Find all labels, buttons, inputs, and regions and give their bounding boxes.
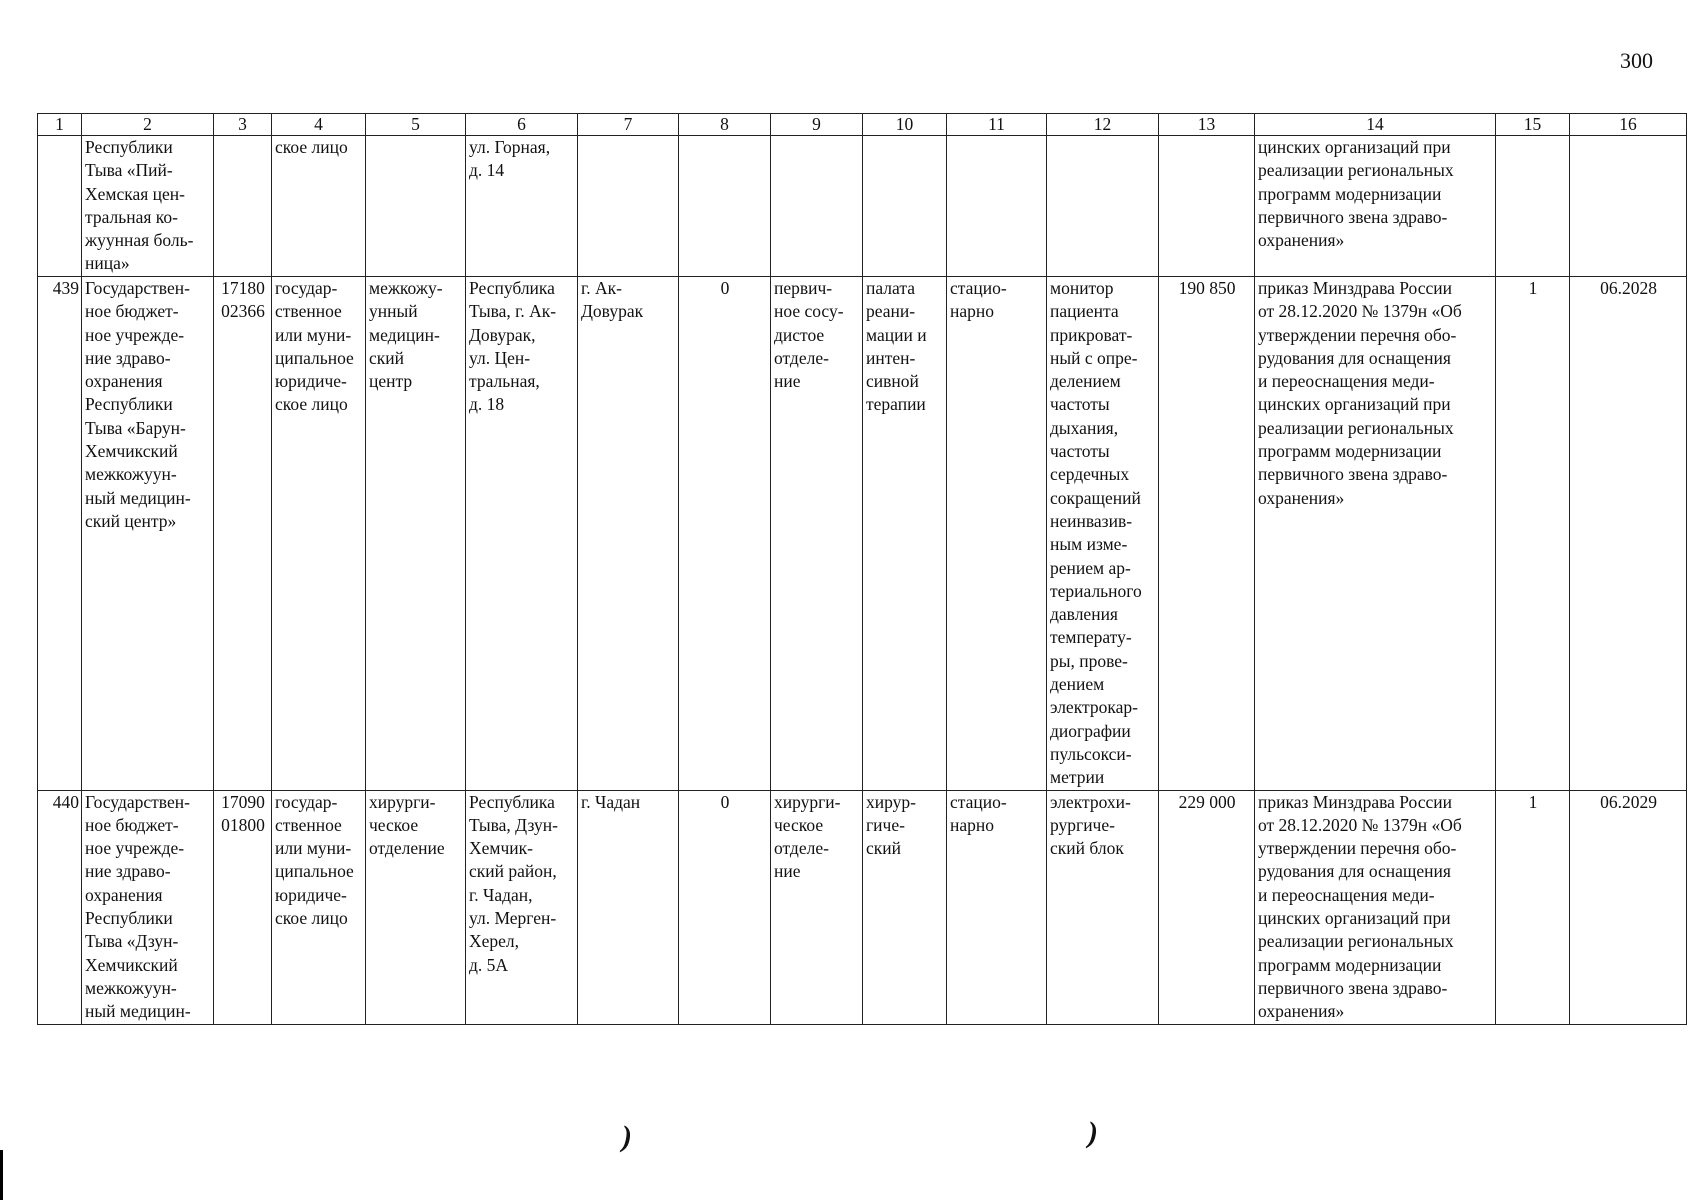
col-header: 11 bbox=[947, 114, 1047, 136]
scan-edge-line bbox=[0, 1150, 3, 1200]
date: 06.2028 bbox=[1570, 277, 1687, 791]
col-header: 9 bbox=[771, 114, 863, 136]
unit-type bbox=[366, 136, 466, 277]
col-header: 15 bbox=[1496, 114, 1570, 136]
cost: 190 850 bbox=[1159, 277, 1255, 791]
registry-code: 17090 01800 bbox=[214, 790, 272, 1024]
value-col-8 bbox=[679, 136, 771, 277]
col-header: 12 bbox=[1047, 114, 1159, 136]
equipment bbox=[1047, 136, 1159, 277]
room: палата реани- мации и интен- сивной терапии bbox=[863, 277, 947, 791]
value-col-8: 0 bbox=[679, 277, 771, 791]
care-condition: стацио- нарно bbox=[947, 277, 1047, 791]
address: Республика Тыва, г. Ак- Довурак, ул. Цен- тральная, д. 18 bbox=[466, 277, 578, 791]
unit-type: межкожу- унный медицин- ский центр bbox=[366, 277, 466, 791]
organization-name: Государствен- ное бюджет- ное учрежде- ние здраво- охранения Республики Тыва «Дзун- Хемчикский межкожуун- ный медицин- bbox=[82, 790, 214, 1024]
department bbox=[771, 136, 863, 277]
table-row bbox=[38, 277, 1687, 791]
cost bbox=[1159, 136, 1255, 277]
order-reference: приказ Минздрава России от 28.12.2020 № 1379н «Об утверждении перечня обо- рудования для оснащения и переоснащения меди- цинских организаций при реализации региональных программ модернизации первичного звена здраво- охранения» bbox=[1255, 277, 1496, 791]
department: хирурги- ческое отделе- ние bbox=[771, 790, 863, 1024]
col-header: 3 bbox=[214, 114, 272, 136]
legal-form: государ- ственное или муни- ципальное юридиче- ское лицо bbox=[272, 790, 366, 1024]
date bbox=[1570, 136, 1687, 277]
col-header: 14 bbox=[1255, 114, 1496, 136]
register-table bbox=[37, 113, 1687, 1025]
care-condition: стацио- нарно bbox=[947, 790, 1047, 1024]
quantity bbox=[1496, 136, 1570, 277]
organization-name: Республики Тыва «Пий- Хемская цен- тральная ко- жуунная боль- ница» bbox=[82, 136, 214, 277]
department: первич- ное сосу- дистое отделе- ние bbox=[771, 277, 863, 791]
table-row bbox=[38, 136, 1687, 277]
quantity: 1 bbox=[1496, 277, 1570, 791]
col-header: 16 bbox=[1570, 114, 1687, 136]
settlement bbox=[578, 136, 679, 277]
scan-mark: ) bbox=[1088, 1116, 1098, 1149]
column-number-row bbox=[38, 114, 1687, 136]
registry-code: 17180 02366 bbox=[214, 277, 272, 791]
care-condition bbox=[947, 136, 1047, 277]
page-number: 300 bbox=[1620, 48, 1653, 73]
col-header: 6 bbox=[466, 114, 578, 136]
row-number: 440 bbox=[38, 790, 82, 1024]
order-reference: приказ Минздрава России от 28.12.2020 № 1379н «Об утверждении перечня обо- рудования для оснащения и переоснащения меди- цинских организаций при реализации региональных программ модернизации первичного звена здраво- охранения» bbox=[1255, 790, 1496, 1024]
settlement: г. Чадан bbox=[578, 790, 679, 1024]
col-header: 1 bbox=[38, 114, 82, 136]
col-header: 7 bbox=[578, 114, 679, 136]
address: Республика Тыва, Дзун- Хемчик- ский район, г. Чадан, ул. Мерген- Херел, д. 5А bbox=[466, 790, 578, 1024]
date: 06.2029 bbox=[1570, 790, 1687, 1024]
col-header: 10 bbox=[863, 114, 947, 136]
col-header: 13 bbox=[1159, 114, 1255, 136]
col-header: 2 bbox=[82, 114, 214, 136]
value-col-8: 0 bbox=[679, 790, 771, 1024]
settlement: г. Ак- Довурак bbox=[578, 277, 679, 791]
table-row bbox=[38, 790, 1687, 1024]
quantity: 1 bbox=[1496, 790, 1570, 1024]
col-header: 8 bbox=[679, 114, 771, 136]
row-number: 439 bbox=[38, 277, 82, 791]
row-number bbox=[38, 136, 82, 277]
organization-name: Государствен- ное бюджет- ное учрежде- ние здраво- охранения Республики Тыва «Барун- Хемчикский межкожуун- ный медицин- ский центр» bbox=[82, 277, 214, 791]
address: ул. Горная, д. 14 bbox=[466, 136, 578, 277]
room: хирур- гиче- ский bbox=[863, 790, 947, 1024]
equipment: монитор пациента прикроват- ный с опре- делением частоты дыхания, частоты сердечных сокращений неинвазив- ным изме- рением ар- териального давления температу- ры, прове- дением электрокар- диографии пульсокси- метрии bbox=[1047, 277, 1159, 791]
col-header: 4 bbox=[272, 114, 366, 136]
order-reference: цинских организаций при реализации региональных программ модернизации первичного звена здраво- охранения» bbox=[1255, 136, 1496, 277]
room bbox=[863, 136, 947, 277]
registry-code bbox=[214, 136, 272, 277]
legal-form: ское лицо bbox=[272, 136, 366, 277]
unit-type: хирурги- ческое отделение bbox=[366, 790, 466, 1024]
legal-form: государ- ственное или муни- ципальное юридиче- ское лицо bbox=[272, 277, 366, 791]
scan-mark: ) bbox=[622, 1120, 632, 1153]
cost: 229 000 bbox=[1159, 790, 1255, 1024]
col-header: 5 bbox=[366, 114, 466, 136]
equipment: электрохи- рургиче- ский блок bbox=[1047, 790, 1159, 1024]
